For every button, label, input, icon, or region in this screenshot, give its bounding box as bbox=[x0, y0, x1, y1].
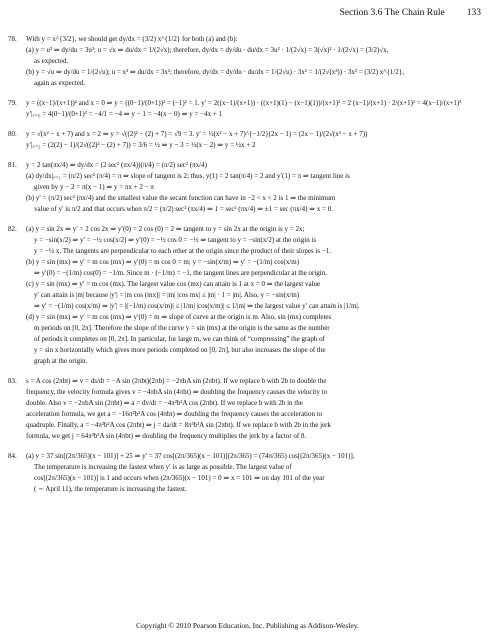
solution-line: quadruple. Finally, a = −4π²b²A cos (2πbt) ⇒ j = da/dt = 8π³b³A sin (2πbt). If we replace b with 2b in the jerk bbox=[26, 421, 332, 429]
solution-line: (a) y = sin 2x ⇒ y′ = 2 cos 2x ⇒ y′(0) = 2 cos (0) = 2 ⇒ tangent to y = sin 2x at the origin is y = 2x; bbox=[26, 225, 305, 233]
problem-number: 80. bbox=[8, 130, 17, 138]
solution-line: y′|ₓ₌₂ = (2(2) − 1)/(2√((2)² − (2) + 7)) = 3/6 = ½ ⇒ y − 3 = ½(x − 2) ⇒ y = ½x + 2 bbox=[26, 141, 256, 149]
solution-line: (b) y = √u ⇒ dy/du = 1/(2√u); u = x³ ⇒ du/dx = 3x²; therefore, dy/dx = dy/du · du/dx = 1/(2√u) · 3x² = 1/(2√(x³)) · 3x² = (3/2) x^{1/2}, bbox=[26, 68, 404, 76]
solution-line: (c) y = sin (mx) ⇒ y′ = m cos (mx). The largest value cos (mx) can attain is 1 at x = 0 ⇒ the largest value bbox=[26, 280, 321, 288]
solution-line: y′|ₓ₌₀ = 4(0−1)/(0+1)³ = −4/1 = −4 ⇒ y − 1 = −4(x − 0) ⇒ y = −4x + 1 bbox=[26, 110, 223, 118]
solution-line: (d) y = sin (mx) ⇒ y′ = m cos (mx) ⇒ y′(0) = m ⇒ slope of curve at the origin is m. Also, sin (mx) completes bbox=[26, 313, 332, 321]
solution-line: y = −sin(x/2) ⇒ y′ = −½ cos(x/2) ⇒ y′(0) = −½ cos 0 = −½ ⇒ tangent to y = −sin(x/2) at the origin is bbox=[34, 236, 317, 244]
solution-line: (a) y = 37 sin[(2π/365)(x − 101)] + 25 ⇒ y′ = 37 cos[(2π/365)(x − 101)](2π/365) = (74π/365) cos[(2π/365)(x − 101)]. bbox=[26, 452, 355, 460]
solution-line: The temperature is increasing the fastest when y′ is as large as possible. The largest value of bbox=[34, 463, 292, 471]
section-title: Section 3.6 The Chain Rule bbox=[339, 8, 445, 18]
solution-line: y = 2 tan(πx/4) ⇒ dy/dx = (2 sec² (πx/4))(π/4) = (π/2) sec² (πx/4) bbox=[26, 161, 207, 169]
solution-line: y = ((x−1)/(x+1))² and x = 0 ⇒ y = ((0−1)/(0+1))² = (−1)² = 1. y′ = 2((x−1)/(x+1)) · ((x+1)(1) − (x−1)(1))/(x+1)² = 2 (x−1)/(x+1) · 2/(x+1)² = 4(x−1)/(x+1)³ bbox=[26, 99, 462, 107]
problem-80 bbox=[8, 129, 487, 151]
solution-line: graph at the origin. bbox=[34, 357, 88, 365]
solution-line: y = −½ x. The tangents are perpendicular to each other at the origin since the product of their slopes is −1. bbox=[34, 247, 332, 255]
problem-82 bbox=[8, 224, 487, 367]
solution-line: as expected. bbox=[34, 57, 69, 65]
problem-81 bbox=[8, 160, 487, 215]
page-header bbox=[340, 8, 481, 18]
solution-line: y = sin x horizontally which gives more periods completed on [0, 2π], but also increases the slope of the bbox=[34, 346, 326, 354]
solution-line: (b) y = sin (mx) ⇒ y′ = m cos (mx) ⇒ y′(0) = m cos 0 = m; y = −sin(x/m) ⇒ y′ = −(1/m) cos(x/m) bbox=[26, 258, 300, 266]
solution-line: (b) y′ = (π/2) sec² (πx/4) and the smallest value the secant function can have in −2 < x < 2 is 1 ⇒ the minimum bbox=[26, 194, 336, 202]
solution-line: y = √(x² − x + 7) and x = 2 ⇒ y = √((2)² − (2) + 7) = √9 = 3. y′ = ½(x² − x + 7)^{−1/2}(2x − 1) = (2x − 1)/(2√(x² − x + 7)) bbox=[26, 130, 368, 138]
solution-line: y′ can attain is |m| because |y′| = |m cos (mx)| = |m| |cos mx| ≤ |m| · 1 = |m|. Also, y = −sin(x/m) bbox=[34, 291, 300, 299]
solution-line: (a) y = u³ ⇒ dy/du = 3u²; u = √x ⇒ du/dx = 1/(2√x); therefore, dy/dx = dy/du · du/dx = 3u² · 1/(2√x) = 3(√x)² · 1/(2√x) = (3/2)√x, bbox=[26, 46, 389, 54]
solution-line: given by y − 2 = π(x − 1) ⇒ y = πx + 2 − π bbox=[34, 183, 154, 191]
solution-line: m periods on [0, 2π]. Therefore the slope of the curve y = sin (mx) at the origin is the same as the number bbox=[34, 324, 330, 332]
solution-line: of periods it completes on [0, 2π]. In particular, for large m, we can think of “compressing” the graph of bbox=[34, 335, 326, 343]
problem-79 bbox=[8, 98, 487, 120]
solution-line: value of y′ is π/2 and that occurs when π/2 = (π/2) sec² (πx/4) ⇒ 1 = sec² (πx/4) ⇒ ±1 = sec (πx/4) ⇒ x = 0. bbox=[34, 205, 333, 213]
problem-number: 84. bbox=[8, 452, 17, 460]
page-number: 133 bbox=[466, 8, 481, 18]
solution-line: (a) dy/dx|ₓ₌₁ = (π/2) sec² (π/4) = π ⇒ slope of tangent is 2; thus, y(1) = 2 tan(π/4) = 2 and y′(1) = π ⇒ tangent line is bbox=[26, 172, 350, 180]
problem-number: 83. bbox=[8, 377, 17, 385]
solution-line: s = A cos (2πbt) ⇒ v = ds/dt = −A sin (2πbt)(2πb) = −2πbA sin (2πbt). If we replace b with 2b to double the bbox=[26, 377, 327, 385]
solution-line: double. Also v = −2πbA sin (2πbt) ⇒ a = dv/dt = −4π²b²A cos (2πbt). If we replace b with 2b in the bbox=[26, 399, 303, 407]
problem-78 bbox=[8, 34, 487, 89]
problem-number: 78. bbox=[8, 35, 17, 43]
solutions-content bbox=[8, 34, 487, 504]
solution-line: ( ∼ April 11), the temperature is increasing the fastest. bbox=[34, 485, 187, 493]
solution-line: again as expected. bbox=[34, 79, 86, 87]
copyright-footer: Copyright © 2010 Pearson Education, Inc. Publishing as Addison-Wesley. bbox=[136, 621, 359, 630]
solution-line: ⇒ y′ = −(1/m) cos(x/m) ⇒ |y′| = |(−1/m) cos(x/m)| ≤ |1/m| |cos(x/m)| ≤ 1/|m| ⇒ the largest value y′ can attain is |1/m|. bbox=[34, 302, 360, 310]
problem-number: 81. bbox=[8, 161, 17, 169]
solution-line: acceleration formula, we get a = −16π²b²A cos (4πbt) ⇒ doubling the frequency causes the acceleration to bbox=[26, 410, 323, 418]
problem-84 bbox=[8, 451, 487, 495]
solution-line: formula, we get j = 64π³b³A sin (4πbt) ⇒ doubling the frequency multiplies the jerk by a factor of 8. bbox=[26, 432, 307, 440]
problem-number: 82. bbox=[8, 225, 17, 233]
solution-line: frequency, the velocity formula gives v = −4πbA sin (4πbt) ⇒ doubling the frequency causes the velocity to bbox=[26, 388, 328, 396]
solution-line: cos[(2π/365)(x − 101)] is 1 and occurs when (2π/365)(x − 101) = 0 ⇒ x = 101 ⇒ on day 101 of the year bbox=[34, 474, 325, 482]
solution-line: ⇒ y′(0) = −(1/m) cos(0) = −1/m. Since m · (−1/m) = −1, the tangent lines are perpendicular at the origin. bbox=[34, 269, 327, 277]
problem-number: 79. bbox=[8, 99, 17, 107]
solution-line: With y = x^{3/2}, we should get dy/dx = (3/2) x^{1/2} for both (a) and (b): bbox=[26, 35, 238, 43]
problem-83 bbox=[8, 376, 487, 442]
